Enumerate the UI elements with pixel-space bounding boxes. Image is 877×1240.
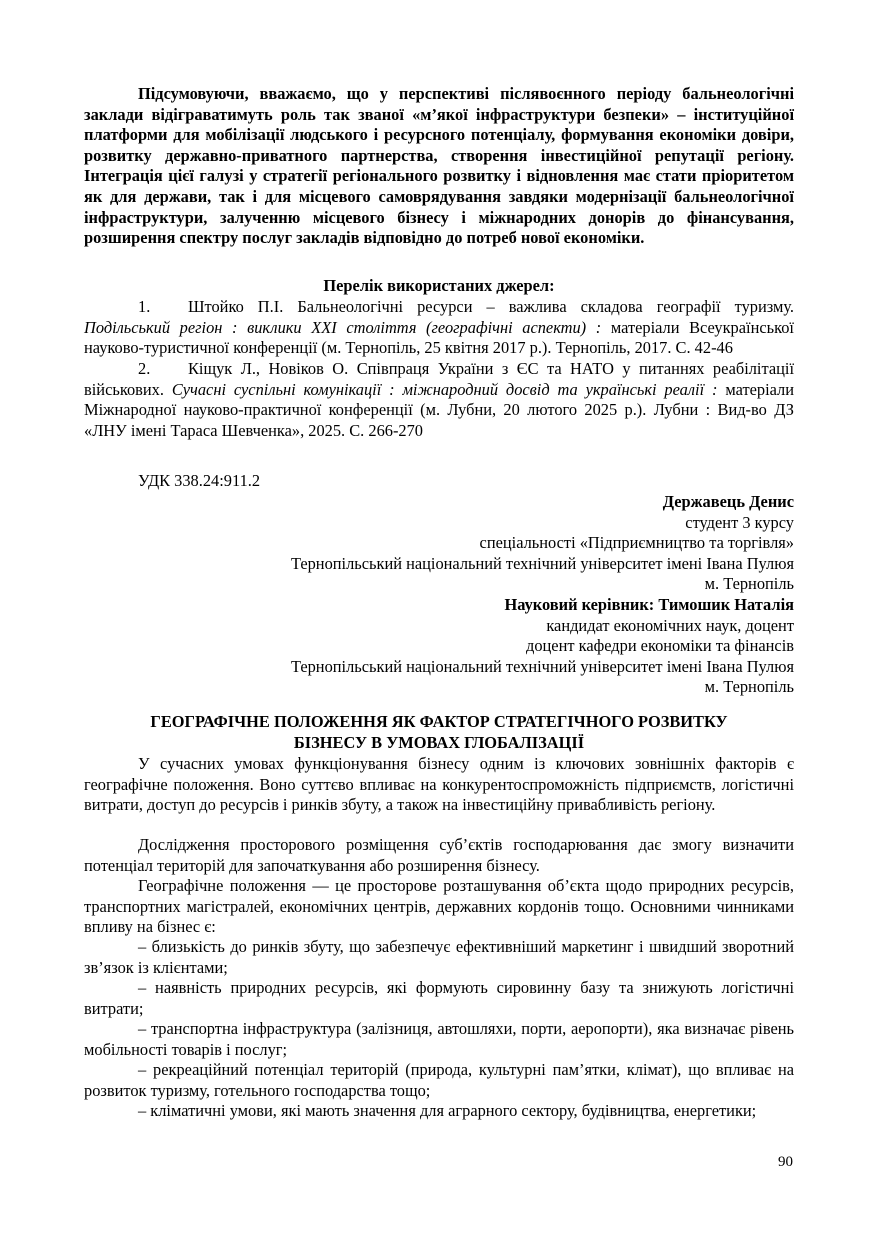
article-title-line: БІЗНЕСУ В УМОВАХ ГЛОБАЛІЗАЦІЇ xyxy=(293,732,585,752)
author-line: Тернопільський національний технічний університет імені Івана Пулюя xyxy=(290,553,794,573)
list-item: – рекреаційний потенціал територій (природа, культурні пам’ятки, клімат), що впливає на розвиток туризму, готельного господарства тощо; xyxy=(84,1060,794,1100)
references-heading: Перелік використаних джерел: xyxy=(323,276,555,295)
reference-source: Подільський регіон : виклики XXI століття (географічні аспекти) : xyxy=(84,317,602,337)
list-item: – близькість до ринків збуту, що забезпечує ефективніший маркетинг і швидший зворотний зв’язок із клієнтами; xyxy=(84,937,794,977)
supervisor-line: м. Тернопіль xyxy=(704,677,794,697)
list-item: – кліматичні умови, які мають значення для аграрного сектору, будівництва, енергетики; xyxy=(138,1101,757,1120)
reference-authors: Штойко П.І. Бальнеологічні ресурси – важлива складова географії туризму. xyxy=(188,297,794,316)
summary-paragraph: Підсумовуючи, вважаємо, що у перспективі післявоєнного періоду бальнеологічні заклади відіграватимуть роль так званої «м’якої інфраструктури безпеки» – інституційної платформи для мобілізації людського і ресурсного потенціалу, формування економіки довіри, розвитку державно-приватного партнерства, створення інвестиційної репутації регіону. Інтеграція цієї галузі у стратегії регіонального розвитку і відновлення має стати пріоритетом як для держави, так і для місцевого самоврядування завдяки модернізації бальнеологічної інфраструктури, залученню місцевого бізнесу і міжнародних донорів до фінансування, розширення спектру послуг закладів відповідно до потреб нової економіки. xyxy=(84,84,794,248)
author-name: Державець Денис xyxy=(662,492,794,511)
author-line: студент 3 курсу xyxy=(685,512,794,532)
supervisor-name: Науковий керівник: Тимошик Наталія xyxy=(504,594,794,614)
body-paragraph: Географічне положення — це просторове розташування об’єкта щодо природних ресурсів, транспортних магістралей, економічних центрів, державних кордонів тощо. Основними чинниками впливу на бізнес є: xyxy=(84,876,794,937)
supervisor-line: доцент кафедри економіки та фінансів xyxy=(526,636,794,656)
reference-source: Сучасні суспільні комунікації : міжнародний досвід та українські реалії : xyxy=(171,379,718,399)
reference-item-1 xyxy=(84,297,794,359)
reference-item-2 xyxy=(84,359,794,441)
reference-details: матеріали Всеукраїнської науково-туристичної конференції (м. Тернопіль, 25 квітня 2017 р.). Тернопіль, 2017. С. 42-46 xyxy=(84,317,794,358)
body-paragraph: У сучасних умовах функціонування бізнесу одним із ключових зовнішніх факторів є географічне положення. Воно суттєво впливає на конкурентоспроможність підприємств, логістичні витрати, доступ до ресурсів і ринків збуту, а також на інвестиційну привабливість регіону. xyxy=(84,754,794,815)
article-title-line: ГЕОГРАФІЧНЕ ПОЛОЖЕННЯ ЯК ФАКТОР СТРАТЕГІЧНОГО РОЗВИТКУ xyxy=(150,712,728,731)
reference-number: 1. xyxy=(138,297,151,316)
author-block xyxy=(84,492,794,698)
reference-authors: Кіщук Л., Новіков О. Співпраця України з ЄС та НАТО у питаннях реабілітації військових. xyxy=(84,359,794,399)
author-line: спеціальності «Підприємництво та торгівля» xyxy=(479,533,794,553)
body-paragraph: Дослідження просторового розміщення суб’єктів господарювання дає змогу визначити потенціал територій для започаткування або розширення бізнесу. xyxy=(84,835,794,875)
article-title xyxy=(84,712,794,753)
supervisor-line: Тернопільський національний технічний університет імені Івана Пулюя xyxy=(290,656,794,676)
page-number: 90 xyxy=(778,1154,793,1170)
udc-code: УДК 338.24:911.2 xyxy=(138,471,261,490)
list-item: – транспортна інфраструктура (залізниця, автошляхи, порти, аеропорти), яка визначає рівень мобільності товарів і послуг; xyxy=(84,1019,794,1059)
reference-details: матеріали Міжнародної науково-практичної конференції (м. Лубни, 20 лютого 2025 р.). Лубни : Вид-во ДЗ «ЛНУ імені Тараса Шевченка», 2025. С. 266-270 xyxy=(84,379,794,440)
supervisor-line: кандидат економічних наук, доцент xyxy=(546,615,794,635)
author-line: м. Тернопіль xyxy=(704,574,794,594)
list-item: – наявність природних ресурсів, які формують сировинну базу та знижують логістичні витрати; xyxy=(84,978,794,1018)
reference-number: 2. xyxy=(138,359,151,378)
